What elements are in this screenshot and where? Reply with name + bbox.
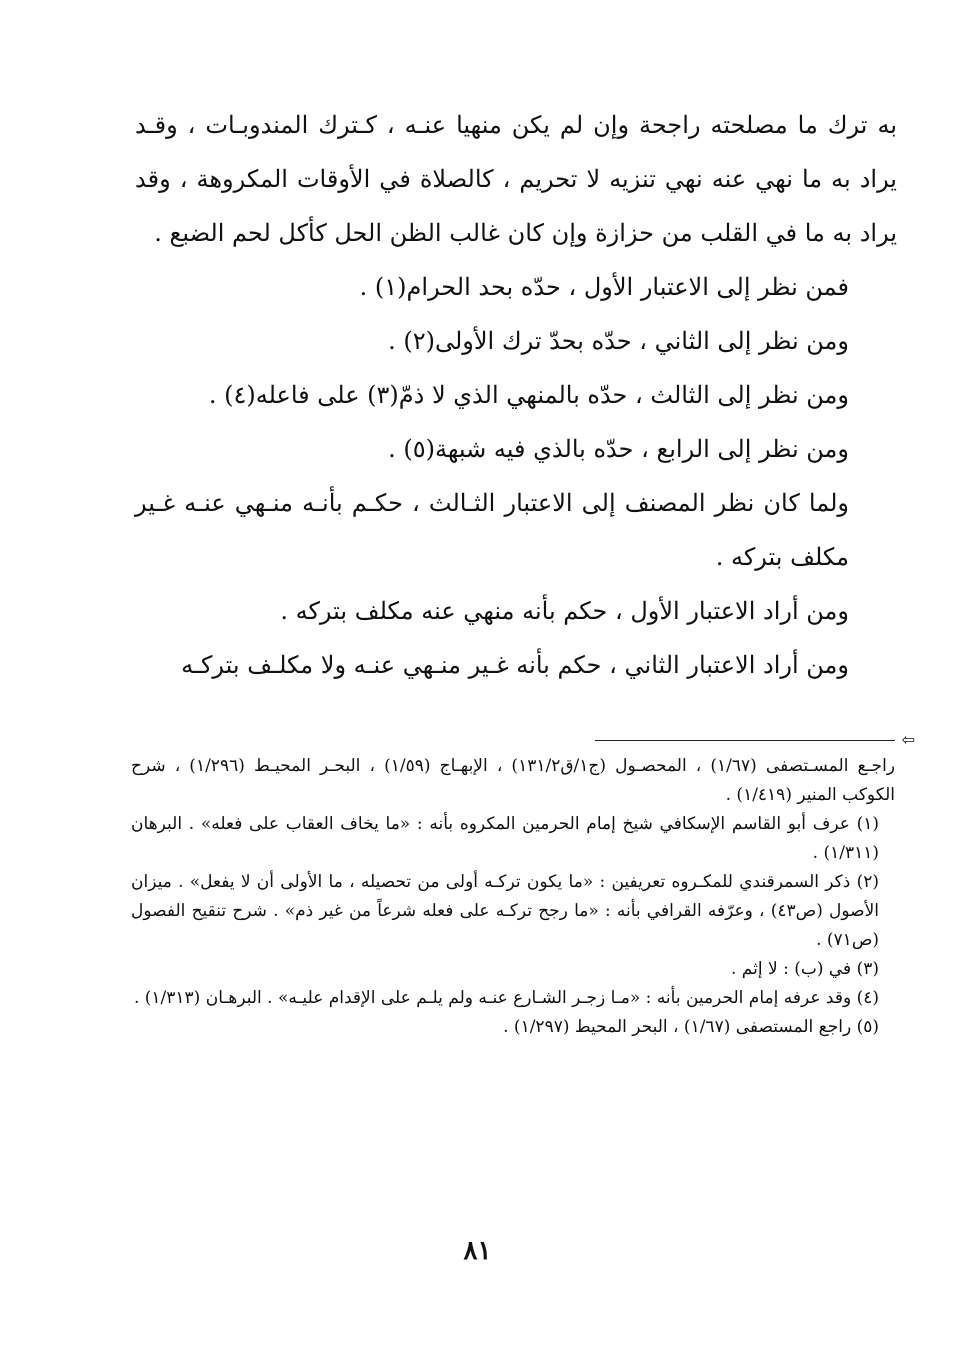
body-paragraph: به ترك ما مصلحته راجحة وإن لم يكن منهيا عنـه ، كـترك المندوبـات ، وقـد يراد به ما نهي عنه نهي تنزيه لا تحريم ، كالصلاة في الأوقات المكروهة ، وقد يراد به ما في القلب من حزازة وإن كان غالب الظن الحل كأكل لحم الضبع . xyxy=(135,111,897,247)
body-paragraph: ولما كان نظر المصنف إلى الاعتبار الثـالث ، حكـم بأنـه منـهي عنـه غـير مكلف بتركه . xyxy=(135,489,849,571)
footnote: (١) عرف أبو القاسم الإسكافي شيخ إمام الحرمين المكروه بأنه : «ما يخاف العقاب على فعله» . البرهان (١/٣١١) . xyxy=(131,814,879,863)
body-paragraph: ومن نظر إلى الرابع ، حدّه بالذي فيه شبهة(٥) . xyxy=(388,435,849,463)
main-text xyxy=(135,98,897,692)
footnote: (٢) ذكر السمرقندي للمكـروه تعريفين : «ما يكون تركـه أولى من تحصيله ، ما الأولى أن لا يفعل» . ميزان الأصول (ص٤٣) ، وعرّفه القرافي بأنه : «ما رجح تركـه على فعله شرعاً من غير ذم» . شرح تنقيح الفصول (ص٧١) . xyxy=(131,872,879,950)
body-paragraph: ومن نظر إلى الثاني ، حدّه بحدّ ترك الأولى(٢) . xyxy=(388,327,849,355)
footnote: (٣) في (ب) : لا إثم . xyxy=(731,959,879,979)
body-paragraph: ومن أراد الاعتبار الثاني ، حكم بأنه غـير منـهي عنـه ولا مكلـف بتركـه xyxy=(181,651,849,679)
footnote-continuation: راجـع المسـتصفى (١/٦٧) ، المحصـول (ج١/ق١٣١/٢) ، الإبهـاج (١/٥٩) ، البحـر المحيـط (١/٢٩٦) ، شرح الكوكب المنير (١/٤١٩) . xyxy=(131,756,895,805)
footnote-divider xyxy=(585,732,915,748)
body-paragraph: ومن أراد الاعتبار الأول ، حكم بأنه منهي عنه مكلف بتركه . xyxy=(280,597,849,625)
footnotes xyxy=(131,752,895,1042)
body-paragraph: فمن نظر إلى الاعتبار الأول ، حدّه بحد الحرام(١) . xyxy=(359,273,849,301)
continuation-arrow-icon: ⇦ xyxy=(901,730,915,749)
footnote: (٤) وقد عرفه إمام الحرمين بأنه : «مـا زجـر الشـارع عنـه ولم يلـم على الإقدام عليـه» . البرهـان (١/٣١٣) . xyxy=(133,988,879,1008)
body-paragraph: ومن نظر إلى الثالث ، حدّه بالمنهي الذي لا ذمّ(٣) على فاعله(٤) . xyxy=(208,381,849,409)
page-number: ٨١ xyxy=(463,1236,492,1266)
divider-line xyxy=(595,740,895,741)
footnote: (٥) راجع المستصفى (١/٦٧) ، البحر المحيط (١/٢٩٧) . xyxy=(503,1017,879,1037)
